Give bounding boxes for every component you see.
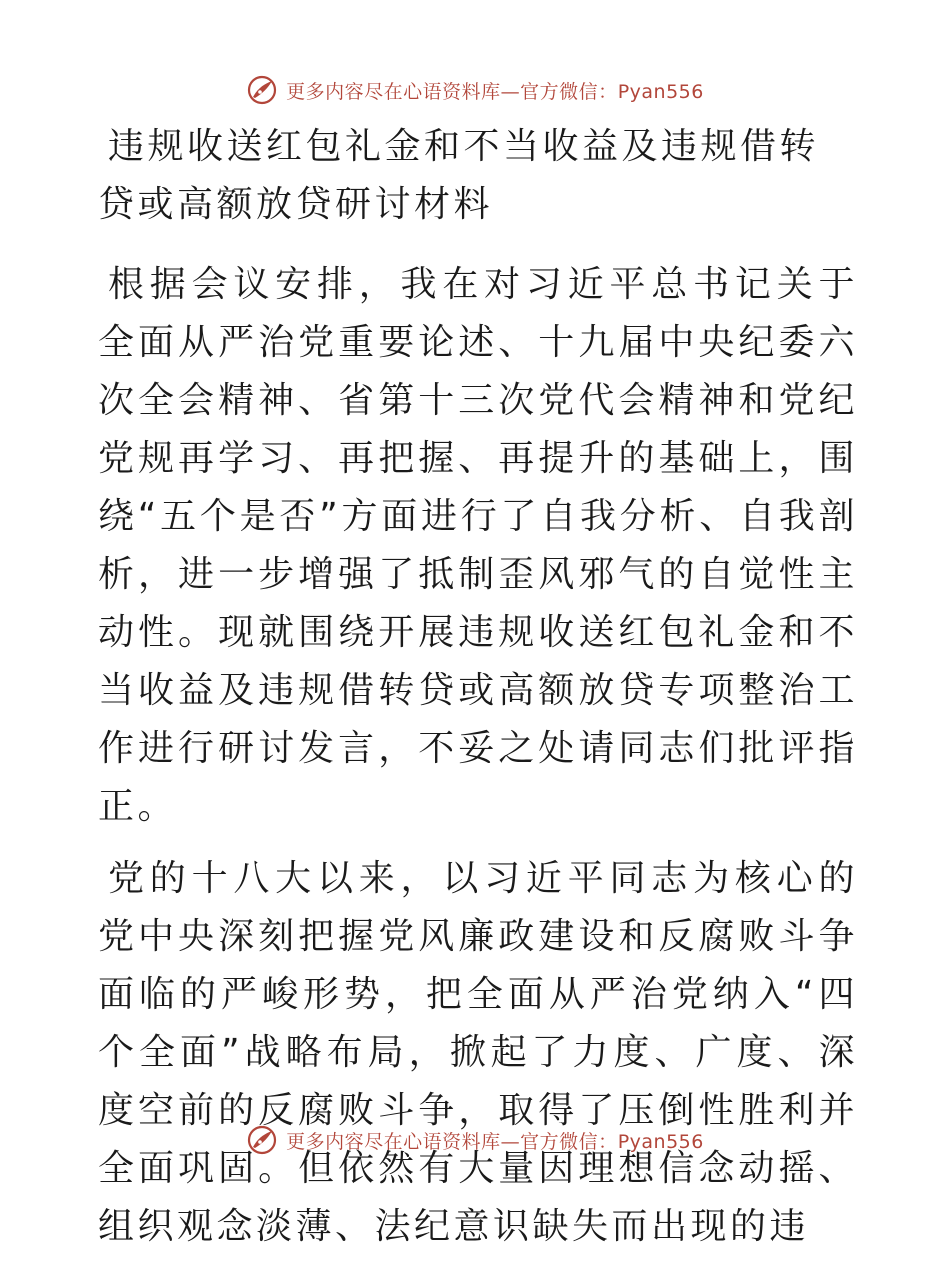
banner-wechat-label: 官方微信： [520,80,618,103]
document-body [98,118,858,1270]
pen-nib-logo-icon [246,74,278,106]
header-banner [0,70,950,110]
banner-wechat-id: Pyan556 [617,1130,704,1153]
banner-text [286,77,704,104]
banner-brand: 更多内容尽在心语资料库 [286,1130,501,1153]
footer-banner [0,1120,950,1160]
paragraph-2: 党的十八大以来，以习近平同志为核心的党中央深刻把握党风廉政建设和反腐败斗争面临的严峻形势，把全面从严治党纳入“四个全面”战略布局，掀起了力度、广度、深度空前的反腐败斗争，取得了压倒性胜利并全面巩固。但依然有大量因理想信念动摇、组织观念淡薄、法纪意识缺失而出现的违 [98,858,858,1247]
paragraph-1: 根据会议安排，我在对习近平总书记关于全面从严治党重要论述、十九届中央纪委六次全会精神、省第十三次党代会精神和党纪党规再学习、再把握、再提升的基础上，围绕“五个是否”方面进行了自我分析、自我剖析，进一步增强了抵制歪风邪气的自觉性主动性。现就围绕开展违规收送红包礼金和不当收益及违规借转贷或高额放贷专项整治工作进行研讨发言，不妥之处请同志们批评指正。 [98,264,858,827]
banner-brand: 更多内容尽在心语资料库 [286,80,501,103]
pen-nib-logo-icon [246,1124,278,1156]
banner-text [286,1127,704,1154]
banner-separator: — [500,1130,521,1153]
banner-wechat-id: Pyan556 [617,80,704,103]
banner-separator: — [500,80,521,103]
document-title: 违规收送红包礼金和不当收益及违规借转贷或高额放贷研讨材料 [98,126,820,225]
banner-wechat-label: 官方微信： [520,1130,618,1153]
